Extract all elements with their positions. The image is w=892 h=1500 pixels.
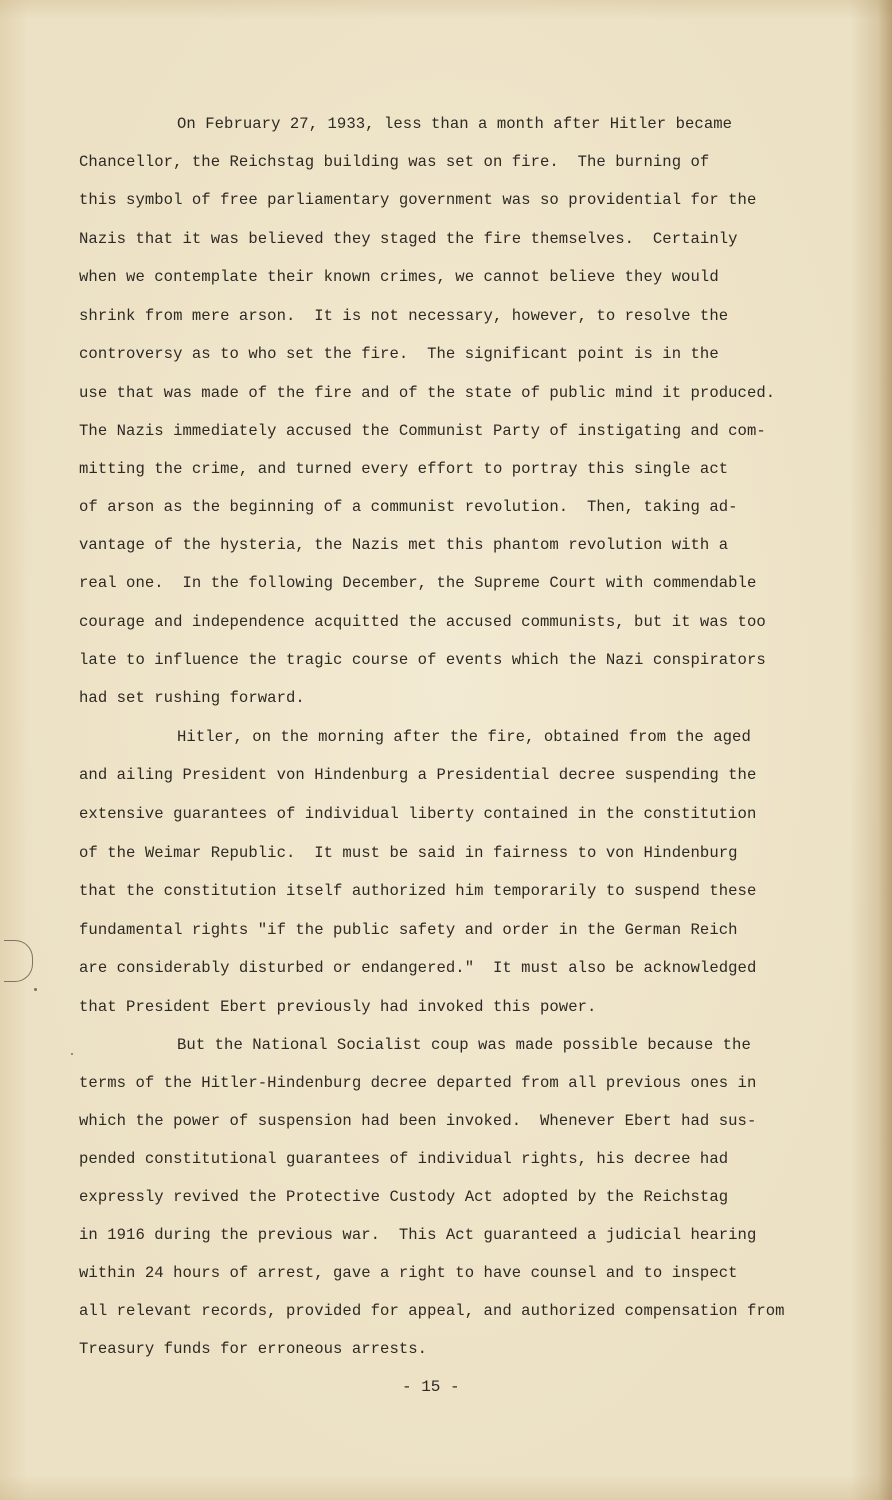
text-line: Treasury funds for erroneous arrests. [79, 1340, 428, 1358]
text-line: all relevant records, provided for appeal, and authorized compensation from [79, 1302, 785, 1320]
text-line: On February 27, 1933, less than a month after Hitler became [177, 115, 733, 133]
text-line: mitting the crime, and turned every effort to portray this single act [79, 460, 729, 478]
text-line: pended constitutional guarantees of individual rights, his decree had [79, 1150, 729, 1168]
text-line: real one. In the following December, the Supreme Court with commendable [79, 574, 757, 592]
text-line: controversy as to who set the fire. The significant point is in the [79, 345, 719, 363]
text-line: when we contemplate their known crimes, we cannot believe they would [79, 268, 719, 286]
text-line: Chancellor, the Reichstag building was set on fire. The burning of [79, 153, 710, 171]
text-line: vantage of the hysteria, the Nazis met this phantom revolution with a [79, 536, 729, 554]
text-line: in 1916 during the previous war. This Act guaranteed a judicial hearing [79, 1226, 757, 1244]
text-line: shrink from mere arson. It is not necessary, however, to resolve the [79, 307, 729, 325]
text-line: that President Ebert previously had invoked this power. [79, 998, 597, 1016]
text-line: within 24 hours of arrest, gave a right to have counsel and to inspect [79, 1264, 738, 1282]
text-line: that the constitution itself authorized him temporarily to suspend these [79, 882, 757, 900]
text-line: are considerably disturbed or endangered." It must also be acknowledged [79, 959, 757, 977]
text-line: and ailing President von Hindenburg a Presidential decree suspending the [79, 766, 757, 784]
text-line: fundamental rights "if the public safety and order in the German Reich [79, 921, 738, 939]
text-line: terms of the Hitler-Hindenburg decree departed from all previous ones in [79, 1074, 757, 1092]
text-line: Nazis that it was believed they staged the fire themselves. Certainly [79, 230, 738, 248]
text-line: late to influence the tragic course of events which the Nazi conspirators [79, 651, 766, 669]
text-line: of the Weimar Republic. It must be said in fairness to von Hindenburg [79, 844, 738, 862]
text-line: this symbol of free parliamentary government was so providential for the [79, 191, 757, 209]
text-line: Hitler, on the morning after the fire, obtained from the aged [177, 728, 751, 746]
text-line: expressly revived the Protective Custody Act adopted by the Reichstag [79, 1188, 729, 1206]
text-line: courage and independence acquitted the accused communists, but it was too [79, 613, 766, 631]
text-line: But the National Socialist coup was made possible because the [177, 1036, 751, 1054]
text-line: of arson as the beginning of a communist revolution. Then, taking ad- [79, 498, 738, 516]
page-number: - 15 - [402, 1378, 460, 1396]
text-line: which the power of suspension had been invoked. Whenever Ebert had sus- [79, 1112, 757, 1130]
text-line: The Nazis immediately accused the Communist Party of instigating and com- [79, 422, 766, 440]
text-line: extensive guarantees of individual liberty contained in the constitution [79, 805, 757, 823]
text-line: had set rushing forward. [79, 689, 305, 707]
text-line: use that was made of the fire and of the state of public mind it produced. [79, 384, 776, 402]
